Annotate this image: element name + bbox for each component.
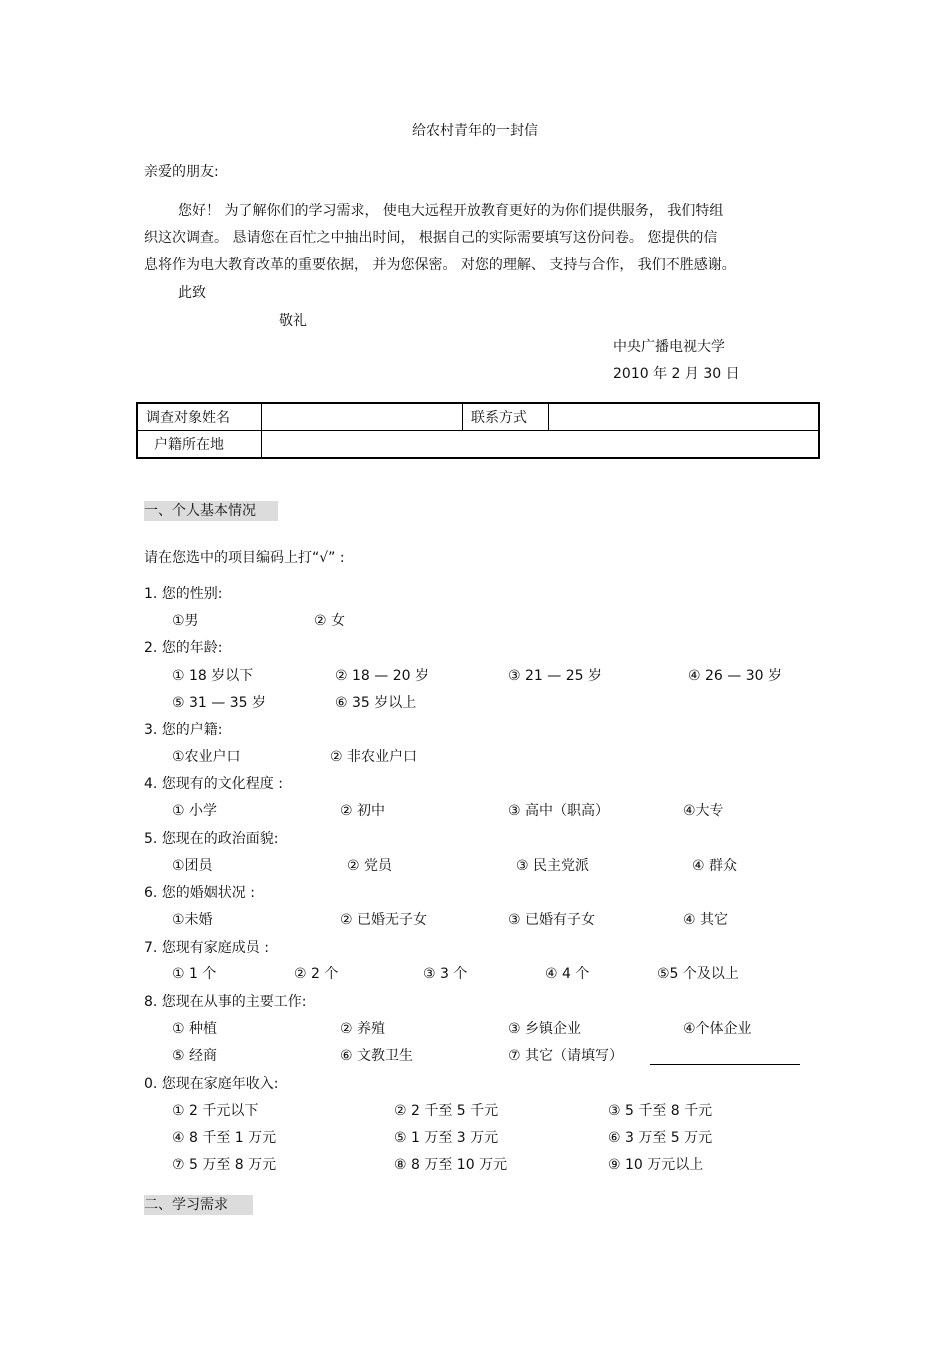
q7-option[interactable]: ① 1 个: [172, 966, 217, 982]
q7-label: 7. 您现有家庭成员 :: [144, 940, 269, 956]
q2-option[interactable]: ⑤ 31 — 35 岁: [172, 695, 266, 711]
q1-option[interactable]: ② 女: [314, 613, 346, 629]
q9-option[interactable]: ② 2 千至 5 千元: [394, 1103, 499, 1119]
q9-option[interactable]: ③ 5 千至 8 千元: [608, 1103, 713, 1119]
name-label: 调查对象姓名: [137, 403, 262, 431]
residence-label: 户籍所在地: [137, 431, 262, 459]
letter-line-2: 织这次调查。 恳请您在百忙之中抽出时间， 根据自己的实际需要填写这份问卷。 您提供的信: [144, 230, 718, 246]
q5-option[interactable]: ③ 民主党派: [516, 858, 590, 874]
sender: 中央广播电视大学: [613, 339, 725, 355]
q8-option[interactable]: ⑦ 其它（请填写）: [508, 1048, 624, 1064]
q4-option[interactable]: ④大专: [683, 803, 724, 819]
q8-option[interactable]: ② 养殖: [340, 1021, 386, 1037]
q2-option[interactable]: ① 18 岁以下: [172, 668, 254, 684]
q8-label: 8. 您现在从事的主要工作:: [144, 994, 307, 1010]
letter-title: 给农村青年的一封信: [412, 123, 538, 139]
q2-label: 2. 您的年龄:: [144, 640, 223, 656]
q5-label: 5. 您现在的政治面貌:: [144, 831, 279, 847]
q2-option[interactable]: ⑥ 35 岁以上: [335, 695, 417, 711]
q6-label: 6. 您的婚姻状况 :: [144, 885, 255, 901]
q8-option[interactable]: ① 种植: [172, 1021, 218, 1037]
name-field[interactable]: [262, 403, 463, 431]
q7-option[interactable]: ④ 4 个: [545, 966, 590, 982]
q2-option[interactable]: ③ 21 — 25 岁: [508, 668, 602, 684]
q6-option[interactable]: ①未婚: [172, 912, 213, 928]
other-fill-in-line[interactable]: [650, 1064, 800, 1065]
salutation: 亲爱的朋友:: [144, 164, 219, 180]
q9-option[interactable]: ⑧ 8 万至 10 万元: [394, 1157, 508, 1173]
q9-option[interactable]: ⑤ 1 万至 3 万元: [394, 1130, 499, 1146]
q4-label: 4. 您现有的文化程度 :: [144, 776, 283, 792]
q6-option[interactable]: ④ 其它: [683, 912, 729, 928]
q9-label: 0. 您现在家庭年收入:: [144, 1076, 279, 1092]
letter-line-1: 您好！ 为了解你们的学习需求， 使电大远程开放教育更好的为你们提供服务， 我们特组: [178, 203, 724, 219]
q5-option[interactable]: ④ 群众: [692, 858, 738, 874]
q1-option[interactable]: ①男: [172, 613, 199, 629]
residence-field[interactable]: [262, 431, 820, 459]
q2-option[interactable]: ② 18 — 20 岁: [335, 668, 429, 684]
q5-option[interactable]: ①团员: [172, 858, 213, 874]
q8-option[interactable]: ③ 乡镇企业: [508, 1021, 582, 1037]
q3-label: 3. 您的户籍:: [144, 722, 223, 738]
q8-option[interactable]: ⑥ 文教卫生: [340, 1048, 414, 1064]
q8-option[interactable]: ④个体企业: [683, 1021, 752, 1037]
q6-option[interactable]: ③ 已婚有子女: [508, 912, 596, 928]
q3-option[interactable]: ② 非农业户口: [330, 749, 418, 765]
q4-option[interactable]: ③ 高中（职高）: [508, 803, 610, 819]
section-2-title: 二、学习需求: [144, 1195, 253, 1215]
contact-label: 联系方式: [463, 403, 549, 431]
q5-option[interactable]: ② 党员: [347, 858, 393, 874]
section-1-title: 一、个人基本情况: [144, 501, 278, 521]
contact-field[interactable]: [549, 403, 820, 431]
q7-option[interactable]: ② 2 个: [294, 966, 339, 982]
closing-jingli: 敬礼: [279, 313, 307, 329]
q8-option[interactable]: ⑤ 经商: [172, 1048, 218, 1064]
q9-option[interactable]: ⑨ 10 万元以上: [608, 1157, 704, 1173]
q4-option[interactable]: ① 小学: [172, 803, 218, 819]
instruction: 请在您选中的项目编码上打“√” :: [144, 550, 345, 566]
letter-line-3: 息将作为电大教育改革的重要依据， 并为您保密。 对您的理解、 支持与合作， 我们不胜感谢。: [144, 257, 736, 273]
letter-date: 2010 年 2 月 30 日: [613, 366, 740, 382]
q9-option[interactable]: ⑥ 3 万至 5 万元: [608, 1130, 713, 1146]
q7-option[interactable]: ③ 3 个: [423, 966, 468, 982]
respondent-info-table: [136, 402, 820, 459]
q1-label: 1. 您的性别:: [144, 586, 223, 602]
q9-option[interactable]: ④ 8 千至 1 万元: [172, 1130, 277, 1146]
closing-cizhi: 此致: [178, 285, 206, 301]
q4-option[interactable]: ② 初中: [340, 803, 386, 819]
q2-option[interactable]: ④ 26 — 30 岁: [688, 668, 782, 684]
q3-option[interactable]: ①农业户口: [172, 749, 241, 765]
q7-option[interactable]: ⑤5 个及以上: [657, 966, 739, 982]
q9-option[interactable]: ⑦ 5 万至 8 万元: [172, 1157, 277, 1173]
q6-option[interactable]: ② 已婚无子女: [340, 912, 428, 928]
q9-option[interactable]: ① 2 千元以下: [172, 1103, 259, 1119]
